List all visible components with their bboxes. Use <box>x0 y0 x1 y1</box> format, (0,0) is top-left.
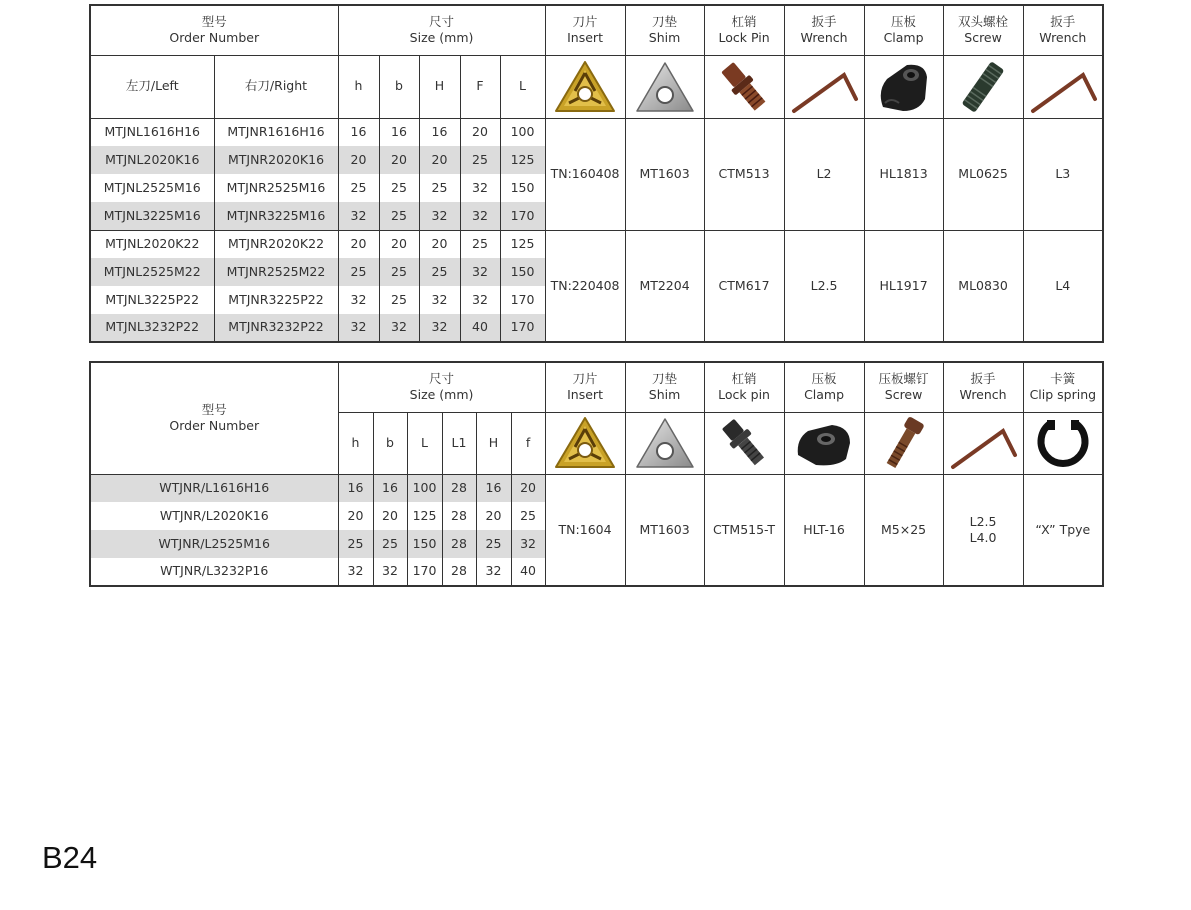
clip-spring-icon <box>1033 415 1093 471</box>
lock-pin-part-cell: CTM617 <box>704 230 784 342</box>
dim-cell: 32 <box>338 558 373 586</box>
clamp-icon <box>873 59 935 115</box>
dim-cell: 16 <box>379 118 419 146</box>
dim-cell: 16 <box>373 474 407 502</box>
dim-cell: 32 <box>373 558 407 586</box>
wrench-icon <box>788 59 860 115</box>
dim-cell: 28 <box>442 502 476 530</box>
dim-cell: 32 <box>419 314 460 342</box>
dim-cell: 28 <box>442 530 476 558</box>
right-model-cell: MTJNR2020K22 <box>214 230 338 258</box>
left-model-cell: MTJNL2525M16 <box>90 174 214 202</box>
lock-pin-header: 杠销 Lock pin <box>704 362 784 412</box>
clip-spring-header: 卡簧 Clip spring <box>1023 362 1103 412</box>
dim-cell: 170 <box>500 286 545 314</box>
dim-cell: 32 <box>379 314 419 342</box>
dim-cell: 25 <box>379 202 419 230</box>
lock-pin-part-cell: CTM513 <box>704 118 784 230</box>
wrench-part-cell: L3 <box>1023 118 1103 230</box>
left-model-cell: MTJNL2525M22 <box>90 258 214 286</box>
clamp-icon <box>792 415 856 471</box>
model-cell: WTJNR/L2020K16 <box>90 502 338 530</box>
left-header: 左刀/Left <box>90 55 214 118</box>
lock-pin-part-cell: CTM515-T <box>704 474 784 586</box>
dim-cell: 28 <box>442 558 476 586</box>
dim-cell: 25 <box>379 286 419 314</box>
dim-cell: 170 <box>500 202 545 230</box>
dim-cell: 25 <box>419 258 460 286</box>
dim-cell: 32 <box>511 530 545 558</box>
insert-image-cell <box>545 55 625 118</box>
dim-header: b <box>373 412 407 474</box>
dim-cell: 32 <box>476 558 511 586</box>
dim-cell: 28 <box>442 474 476 502</box>
dim-cell: 20 <box>338 230 379 258</box>
insert-icon <box>553 415 617 471</box>
dim-header: h <box>338 55 379 118</box>
dim-cell: 25 <box>338 530 373 558</box>
right-model-cell: MTJNR3232P22 <box>214 314 338 342</box>
lock-pin-icon <box>714 59 774 115</box>
dim-cell: 40 <box>460 314 500 342</box>
dim-cell: 150 <box>500 174 545 202</box>
dim-cell: 25 <box>373 530 407 558</box>
right-model-cell: MTJNR2020K16 <box>214 146 338 174</box>
wrench-image-cell <box>943 412 1023 474</box>
dim-cell: 125 <box>500 146 545 174</box>
wrench-image-cell <box>784 55 864 118</box>
clamp-part-cell: HL1813 <box>864 118 943 230</box>
shim-part-cell: MT1603 <box>625 118 704 230</box>
dim-header: H <box>419 55 460 118</box>
dim-cell: 20 <box>338 502 373 530</box>
wrench-part-cell: L2.5 <box>784 230 864 342</box>
screw-part-cell: ML0625 <box>943 118 1023 230</box>
left-model-cell: MTJNL3232P22 <box>90 314 214 342</box>
insert-part-cell: TN:1604 <box>545 474 625 586</box>
dim-header: f <box>511 412 545 474</box>
dim-cell: 20 <box>511 474 545 502</box>
dim-cell: 25 <box>460 146 500 174</box>
shim-image-cell <box>625 412 704 474</box>
dim-cell: 32 <box>460 258 500 286</box>
dim-cell: 170 <box>407 558 442 586</box>
screw-image-cell <box>864 412 943 474</box>
dim-cell: 32 <box>419 202 460 230</box>
clamp-part-cell: HLT-16 <box>784 474 864 586</box>
dim-cell: 25 <box>379 258 419 286</box>
dim-cell: 32 <box>338 286 379 314</box>
spec-table-wtjn <box>89 361 1104 587</box>
dim-header: H <box>476 412 511 474</box>
dim-cell: 16 <box>338 118 379 146</box>
dim-cell: 20 <box>419 146 460 174</box>
dim-cell: 16 <box>338 474 373 502</box>
dim-header: L1 <box>442 412 476 474</box>
dim-cell: 25 <box>338 258 379 286</box>
clamp-screw-icon <box>874 415 934 471</box>
wrench-image-cell <box>1023 55 1103 118</box>
dim-cell: 100 <box>407 474 442 502</box>
dim-header: b <box>379 55 419 118</box>
clip-spring-part-cell: “X” Tpye <box>1023 474 1103 586</box>
dim-cell: 125 <box>500 230 545 258</box>
shim-icon <box>634 59 696 115</box>
clamp-part-cell: HL1917 <box>864 230 943 342</box>
dim-cell: 32 <box>419 286 460 314</box>
dim-header: L <box>407 412 442 474</box>
shim-icon <box>634 415 696 471</box>
dim-cell: 25 <box>460 230 500 258</box>
model-cell: WTJNR/L2525M16 <box>90 530 338 558</box>
screw-header: 双头螺栓 Screw <box>943 5 1023 55</box>
wrench-part-cell: L2.5 L4.0 <box>943 474 1023 586</box>
left-model-cell: MTJNL3225M16 <box>90 202 214 230</box>
dim-cell: 125 <box>407 502 442 530</box>
insert-part-cell: TN:220408 <box>545 230 625 342</box>
table-row <box>90 118 1103 146</box>
dim-cell: 20 <box>373 502 407 530</box>
dim-cell: 100 <box>500 118 545 146</box>
dim-cell: 150 <box>407 530 442 558</box>
left-model-cell: MTJNL3225P22 <box>90 286 214 314</box>
dim-cell: 170 <box>500 314 545 342</box>
left-model-cell: MTJNL1616H16 <box>90 118 214 146</box>
dim-cell: 25 <box>511 502 545 530</box>
screw-header: 压板螺钉 Screw <box>864 362 943 412</box>
right-model-cell: MTJNR2525M16 <box>214 174 338 202</box>
dim-cell: 20 <box>419 230 460 258</box>
wrench-icon <box>1027 59 1099 115</box>
page-number: B24 <box>42 840 98 875</box>
wrench-header: 扳手 Wrench <box>943 362 1023 412</box>
lock-pin-header: 杠销 Lock Pin <box>704 5 784 55</box>
right-model-cell: MTJNR2525M22 <box>214 258 338 286</box>
left-model-cell: MTJNL2020K16 <box>90 146 214 174</box>
model-cell: WTJNR/L1616H16 <box>90 474 338 502</box>
clip-spring-image-cell <box>1023 412 1103 474</box>
insert-image-cell <box>545 412 625 474</box>
dim-cell: 32 <box>460 202 500 230</box>
dim-cell: 20 <box>460 118 500 146</box>
dim-cell: 150 <box>500 258 545 286</box>
insert-icon <box>553 59 617 115</box>
lock-pin-image-cell <box>704 55 784 118</box>
right-header: 右刀/Right <box>214 55 338 118</box>
insert-part-cell: TN:160408 <box>545 118 625 230</box>
dim-cell: 20 <box>476 502 511 530</box>
double-screw-icon <box>953 59 1013 115</box>
size-header: 尺寸 Size (mm) <box>338 362 545 412</box>
right-model-cell: MTJNR3225M16 <box>214 202 338 230</box>
shim-part-cell: MT2204 <box>625 230 704 342</box>
table-row <box>90 230 1103 258</box>
screw-part-cell: M5×25 <box>864 474 943 586</box>
dim-cell: 20 <box>379 230 419 258</box>
insert-header: 刀片 Insert <box>545 362 625 412</box>
clamp-header: 压板 Clamp <box>784 362 864 412</box>
insert-header: 刀片 Insert <box>545 5 625 55</box>
dim-cell: 25 <box>338 174 379 202</box>
clamp-image-cell <box>864 55 943 118</box>
lock-pin-icon <box>714 415 774 471</box>
clamp-header: 压板 Clamp <box>864 5 943 55</box>
table-row <box>90 474 1103 502</box>
screw-image-cell <box>943 55 1023 118</box>
dim-cell: 25 <box>476 530 511 558</box>
dim-cell: 32 <box>338 314 379 342</box>
dim-header: F <box>460 55 500 118</box>
dim-header: h <box>338 412 373 474</box>
spec-table-mtjn <box>89 4 1104 343</box>
left-model-cell: MTJNL2020K22 <box>90 230 214 258</box>
dim-cell: 32 <box>460 286 500 314</box>
screw-part-cell: ML0830 <box>943 230 1023 342</box>
shim-image-cell <box>625 55 704 118</box>
dim-header: L <box>500 55 545 118</box>
shim-part-cell: MT1603 <box>625 474 704 586</box>
model-cell: WTJNR/L3232P16 <box>90 558 338 586</box>
dim-cell: 16 <box>476 474 511 502</box>
dim-cell: 25 <box>379 174 419 202</box>
wrench-header: 扳手 Wrench <box>1023 5 1103 55</box>
right-model-cell: MTJNR3225P22 <box>214 286 338 314</box>
dim-cell: 20 <box>379 146 419 174</box>
wrench-icon <box>947 415 1019 471</box>
dim-cell: 20 <box>338 146 379 174</box>
wrench-header: 扳手 Wrench <box>784 5 864 55</box>
dim-cell: 40 <box>511 558 545 586</box>
dim-cell: 25 <box>419 174 460 202</box>
lock-pin-image-cell <box>704 412 784 474</box>
clamp-image-cell <box>784 412 864 474</box>
dim-cell: 32 <box>338 202 379 230</box>
right-model-cell: MTJNR1616H16 <box>214 118 338 146</box>
order-number-header: 型号 Order Number <box>90 5 338 55</box>
dim-cell: 32 <box>460 174 500 202</box>
dim-cell: 16 <box>419 118 460 146</box>
shim-header: 刀垫 Shim <box>625 5 704 55</box>
wrench-part-cell: L2 <box>784 118 864 230</box>
wrench-part-cell: L4 <box>1023 230 1103 342</box>
shim-header: 刀垫 Shim <box>625 362 704 412</box>
size-header: 尺寸 Size (mm) <box>338 5 545 55</box>
order-number-header: 型号 Order Number <box>90 362 338 474</box>
